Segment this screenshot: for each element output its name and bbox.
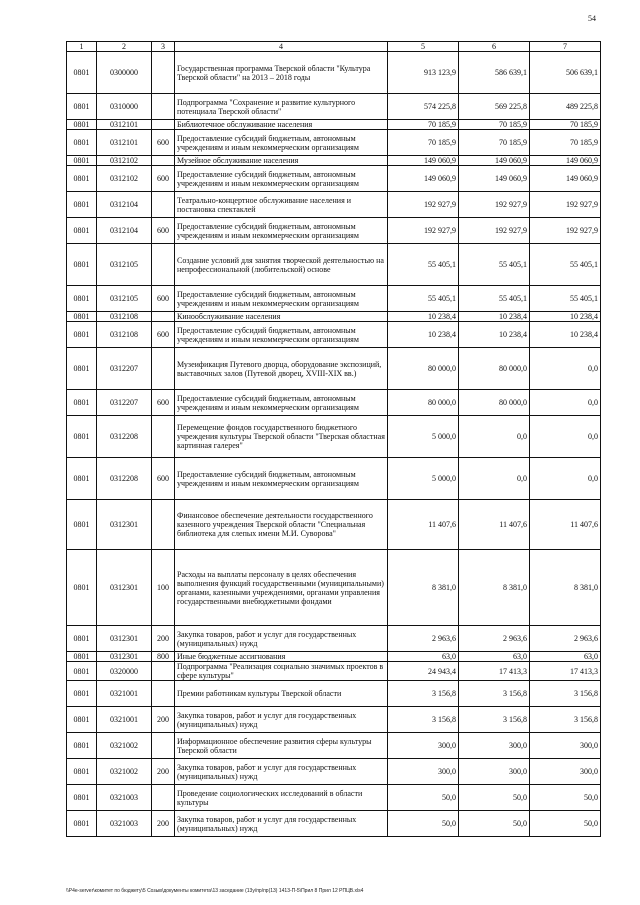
amount-col-7-cell: 17 413,3 (530, 662, 601, 681)
target-article-cell: 0312104 (97, 218, 152, 244)
target-article-cell: 0312208 (97, 416, 152, 458)
target-article-cell: 0321001 (97, 707, 152, 733)
table-row (67, 94, 601, 120)
item-name-cell: Иные бюджетные ассигнования (175, 652, 388, 662)
amount-col-7-cell: 55 405,1 (530, 286, 601, 312)
expense-type-cell: 200 (152, 811, 175, 837)
amount-col-6-cell: 586 639,1 (459, 52, 530, 94)
target-article-cell: 0321002 (97, 759, 152, 785)
expense-type-cell (152, 120, 175, 130)
item-name-cell: Закупка товаров, работ и услуг для государственных (муниципальных) нужд (175, 707, 388, 733)
amount-col-7-cell: 0,0 (530, 348, 601, 390)
item-name-cell: Подпрограмма "Реализация социально значимых проектов в сфере культуры" (175, 662, 388, 681)
table-row (67, 662, 601, 681)
amount-col-5-cell: 55 405,1 (388, 244, 459, 286)
amount-col-5-cell: 8 381,0 (388, 550, 459, 626)
amount-col-6-cell: 80 000,0 (459, 348, 530, 390)
amount-col-5-cell: 574 225,8 (388, 94, 459, 120)
amount-col-5-cell: 913 123,9 (388, 52, 459, 94)
target-article-cell: 0321002 (97, 733, 152, 759)
table-row (67, 652, 601, 662)
footer-file-path: \\P4e-server\комитет по бюджету\5 Созыв\документы комитета\13 заседание (13у/пр/пр(13) 1413-П-5\Прил 8 Прил 12 РПЦВ.xls4 (66, 888, 364, 894)
amount-col-5-cell: 5 000,0 (388, 458, 459, 500)
section-code-cell: 0801 (67, 312, 97, 322)
section-code-cell: 0801 (67, 416, 97, 458)
header-col-1: 1 (67, 42, 97, 52)
expense-type-cell: 800 (152, 652, 175, 662)
table-row (67, 322, 601, 348)
amount-col-5-cell: 192 927,9 (388, 192, 459, 218)
amount-col-7-cell: 70 185,9 (530, 120, 601, 130)
item-name-cell: Государственная программа Тверской области "Культура Тверской области" на 2013 – 2018 годы (175, 52, 388, 94)
header-col-6: 6 (459, 42, 530, 52)
table-row (67, 390, 601, 416)
item-name-cell: Предоставление субсидий бюджетным, автономным учреждениям и иным некоммерческим организациям (175, 166, 388, 192)
item-name-cell: Музеификация Путевого дворца, оборудование экспозиций, выставочных залов (Путевой дворец, XVIII-XIX вв.) (175, 348, 388, 390)
expense-type-cell (152, 416, 175, 458)
expense-type-cell: 600 (152, 458, 175, 500)
item-name-cell: Создание условий для занятия творческой деятельностью на непрофессиональной (любительской) основе (175, 244, 388, 286)
amount-col-7-cell: 0,0 (530, 458, 601, 500)
target-article-cell: 0312102 (97, 156, 152, 166)
amount-col-5-cell: 300,0 (388, 759, 459, 785)
expense-type-cell (152, 500, 175, 550)
table-row (67, 785, 601, 811)
expense-type-cell: 600 (152, 130, 175, 156)
target-article-cell: 0321001 (97, 681, 152, 707)
page-number: 54 (588, 14, 596, 23)
item-name-cell: Библиотечное обслуживание населения (175, 120, 388, 130)
expense-type-cell (152, 785, 175, 811)
table-row (67, 458, 601, 500)
amount-col-6-cell: 17 413,3 (459, 662, 530, 681)
amount-col-7-cell: 55 405,1 (530, 244, 601, 286)
expense-type-cell (152, 244, 175, 286)
amount-col-6-cell: 55 405,1 (459, 244, 530, 286)
amount-col-5-cell: 55 405,1 (388, 286, 459, 312)
target-article-cell: 0320000 (97, 662, 152, 681)
header-col-5: 5 (388, 42, 459, 52)
amount-col-7-cell: 10 238,4 (530, 312, 601, 322)
item-name-cell: Предоставление субсидий бюджетным, автономным учреждениям и иным некоммерческим организациям (175, 130, 388, 156)
target-article-cell: 0312105 (97, 244, 152, 286)
expense-type-cell (152, 662, 175, 681)
amount-col-7-cell: 10 238,4 (530, 322, 601, 348)
table-row (67, 130, 601, 156)
target-article-cell: 0312301 (97, 500, 152, 550)
amount-col-7-cell: 2 963,6 (530, 626, 601, 652)
section-code-cell: 0801 (67, 390, 97, 416)
amount-col-6-cell: 63,0 (459, 652, 530, 662)
target-article-cell: 0312101 (97, 120, 152, 130)
section-code-cell: 0801 (67, 286, 97, 312)
target-article-cell: 0321003 (97, 811, 152, 837)
amount-col-6-cell: 2 963,6 (459, 626, 530, 652)
target-article-cell: 0312101 (97, 130, 152, 156)
amount-col-5-cell: 2 963,6 (388, 626, 459, 652)
section-code-cell: 0801 (67, 120, 97, 130)
amount-col-6-cell: 11 407,6 (459, 500, 530, 550)
amount-col-5-cell: 10 238,4 (388, 322, 459, 348)
section-code-cell: 0801 (67, 156, 97, 166)
expense-type-cell: 600 (152, 166, 175, 192)
amount-col-6-cell: 50,0 (459, 811, 530, 837)
section-code-cell: 0801 (67, 785, 97, 811)
item-name-cell: Предоставление субсидий бюджетным, автономным учреждениям и иным некоммерческим организациям (175, 286, 388, 312)
section-code-cell: 0801 (67, 550, 97, 626)
table-row (67, 500, 601, 550)
expense-type-cell: 200 (152, 707, 175, 733)
item-name-cell: Проведение социологических исследований в области культуры (175, 785, 388, 811)
target-article-cell: 0312301 (97, 626, 152, 652)
target-article-cell: 0312207 (97, 390, 152, 416)
expense-type-cell (152, 312, 175, 322)
amount-col-5-cell: 300,0 (388, 733, 459, 759)
header-col-3: 3 (152, 42, 175, 52)
target-article-cell: 0312105 (97, 286, 152, 312)
item-name-cell: Расходы на выплаты персоналу в целях обеспечения выполнения функций государственными (муниципальными) органами, казенными учреждениями, органами управления государственными внебюджетными фондами (175, 550, 388, 626)
table-row (67, 244, 601, 286)
expense-type-cell (152, 52, 175, 94)
table-row (67, 550, 601, 626)
amount-col-6-cell: 192 927,9 (459, 218, 530, 244)
table-row (67, 156, 601, 166)
amount-col-7-cell: 192 927,9 (530, 192, 601, 218)
table-row (67, 192, 601, 218)
amount-col-7-cell: 0,0 (530, 390, 601, 416)
amount-col-5-cell: 50,0 (388, 785, 459, 811)
amount-col-5-cell: 63,0 (388, 652, 459, 662)
amount-col-5-cell: 3 156,8 (388, 707, 459, 733)
amount-col-7-cell: 50,0 (530, 785, 601, 811)
expense-type-cell (152, 348, 175, 390)
expense-type-cell: 600 (152, 286, 175, 312)
amount-col-6-cell: 300,0 (459, 733, 530, 759)
item-name-cell: Кинообслуживание населения (175, 312, 388, 322)
table-row (67, 759, 601, 785)
budget-table (66, 41, 601, 837)
expense-type-cell (152, 733, 175, 759)
section-code-cell: 0801 (67, 348, 97, 390)
target-article-cell: 0312301 (97, 550, 152, 626)
target-article-cell: 0310000 (97, 94, 152, 120)
amount-col-7-cell: 300,0 (530, 759, 601, 785)
amount-col-5-cell: 70 185,9 (388, 130, 459, 156)
amount-col-5-cell: 192 927,9 (388, 218, 459, 244)
item-name-cell: Закупка товаров, работ и услуг для государственных (муниципальных) нужд (175, 759, 388, 785)
table-row (67, 681, 601, 707)
header-col-2: 2 (97, 42, 152, 52)
amount-col-7-cell: 300,0 (530, 733, 601, 759)
amount-col-6-cell: 10 238,4 (459, 322, 530, 348)
amount-col-6-cell: 192 927,9 (459, 192, 530, 218)
table-row (67, 626, 601, 652)
amount-col-6-cell: 0,0 (459, 458, 530, 500)
target-article-cell: 0312104 (97, 192, 152, 218)
amount-col-6-cell: 149 060,9 (459, 166, 530, 192)
target-article-cell: 0312301 (97, 652, 152, 662)
header-col-4: 4 (175, 42, 388, 52)
amount-col-5-cell: 3 156,8 (388, 681, 459, 707)
section-code-cell: 0801 (67, 322, 97, 348)
section-code-cell: 0801 (67, 218, 97, 244)
amount-col-5-cell: 80 000,0 (388, 348, 459, 390)
amount-col-6-cell: 149 060,9 (459, 156, 530, 166)
section-code-cell: 0801 (67, 130, 97, 156)
table-row (67, 312, 601, 322)
item-name-cell: Финансовое обеспечение деятельности государственного казенного учреждения Тверской области "Специальная библиотека для слепых имени М.И. Суворова" (175, 500, 388, 550)
amount-col-5-cell: 149 060,9 (388, 156, 459, 166)
table-header-row (67, 42, 601, 52)
item-name-cell: Предоставление субсидий бюджетным, автономным учреждениям и иным некоммерческим организациям (175, 322, 388, 348)
amount-col-7-cell: 192 927,9 (530, 218, 601, 244)
section-code-cell: 0801 (67, 662, 97, 681)
item-name-cell: Премии работникам культуры Тверской области (175, 681, 388, 707)
expense-type-cell: 100 (152, 550, 175, 626)
item-name-cell: Театрально-концертное обслуживание населения и постановка спектаклей (175, 192, 388, 218)
amount-col-6-cell: 3 156,8 (459, 707, 530, 733)
expense-type-cell: 600 (152, 322, 175, 348)
amount-col-6-cell: 55 405,1 (459, 286, 530, 312)
expense-type-cell (152, 192, 175, 218)
header-col-7: 7 (530, 42, 601, 52)
section-code-cell: 0801 (67, 166, 97, 192)
amount-col-6-cell: 0,0 (459, 416, 530, 458)
section-code-cell: 0801 (67, 707, 97, 733)
section-code-cell: 0801 (67, 681, 97, 707)
table-row (67, 416, 601, 458)
table-row (67, 166, 601, 192)
table-row (67, 218, 601, 244)
amount-col-6-cell: 50,0 (459, 785, 530, 811)
amount-col-7-cell: 149 060,9 (530, 166, 601, 192)
amount-col-6-cell: 569 225,8 (459, 94, 530, 120)
amount-col-5-cell: 80 000,0 (388, 390, 459, 416)
target-article-cell: 0312207 (97, 348, 152, 390)
amount-col-5-cell: 149 060,9 (388, 166, 459, 192)
amount-col-6-cell: 70 185,9 (459, 120, 530, 130)
item-name-cell: Предоставление субсидий бюджетным, автономным учреждениям и иным некоммерческим организациям (175, 458, 388, 500)
item-name-cell: Предоставление субсидий бюджетным, автономным учреждениям и иным некоммерческим организациям (175, 390, 388, 416)
amount-col-5-cell: 11 407,6 (388, 500, 459, 550)
target-article-cell: 0312102 (97, 166, 152, 192)
amount-col-6-cell: 70 185,9 (459, 130, 530, 156)
section-code-cell: 0801 (67, 733, 97, 759)
section-code-cell: 0801 (67, 244, 97, 286)
table-row (67, 707, 601, 733)
amount-col-5-cell: 10 238,4 (388, 312, 459, 322)
expense-type-cell: 600 (152, 218, 175, 244)
expense-type-cell (152, 156, 175, 166)
amount-col-6-cell: 300,0 (459, 759, 530, 785)
amount-col-6-cell: 80 000,0 (459, 390, 530, 416)
section-code-cell: 0801 (67, 52, 97, 94)
table-row (67, 811, 601, 837)
target-article-cell: 0321003 (97, 785, 152, 811)
table-row (67, 733, 601, 759)
item-name-cell: Информационное обеспечение развития сферы культуры Тверской области (175, 733, 388, 759)
expense-type-cell: 200 (152, 626, 175, 652)
target-article-cell: 0312108 (97, 322, 152, 348)
section-code-cell: 0801 (67, 458, 97, 500)
expense-type-cell (152, 94, 175, 120)
amount-col-5-cell: 5 000,0 (388, 416, 459, 458)
amount-col-7-cell: 50,0 (530, 811, 601, 837)
section-code-cell: 0801 (67, 759, 97, 785)
amount-col-7-cell: 70 185,9 (530, 130, 601, 156)
amount-col-7-cell: 3 156,8 (530, 707, 601, 733)
section-code-cell: 0801 (67, 94, 97, 120)
amount-col-7-cell: 149 060,9 (530, 156, 601, 166)
item-name-cell: Закупка товаров, работ и услуг для государственных (муниципальных) нужд (175, 626, 388, 652)
section-code-cell: 0801 (67, 626, 97, 652)
amount-col-7-cell: 11 407,6 (530, 500, 601, 550)
item-name-cell: Перемещение фондов государственного бюджетного учреждения культуры Тверской области "Тверская областная картинная галерея" (175, 416, 388, 458)
target-article-cell: 0312208 (97, 458, 152, 500)
amount-col-7-cell: 8 381,0 (530, 550, 601, 626)
section-code-cell: 0801 (67, 811, 97, 837)
amount-col-6-cell: 3 156,8 (459, 681, 530, 707)
item-name-cell: Закупка товаров, работ и услуг для государственных (муниципальных) нужд (175, 811, 388, 837)
amount-col-5-cell: 70 185,9 (388, 120, 459, 130)
table-row (67, 52, 601, 94)
table-row (67, 120, 601, 130)
amount-col-6-cell: 10 238,4 (459, 312, 530, 322)
amount-col-6-cell: 8 381,0 (459, 550, 530, 626)
expense-type-cell (152, 681, 175, 707)
item-name-cell: Предоставление субсидий бюджетным, автономным учреждениям и иным некоммерческим организациям (175, 218, 388, 244)
item-name-cell: Музейное обслуживание населения (175, 156, 388, 166)
item-name-cell: Подпрограмма "Сохранение и развитие культурного потенциала Тверской области" (175, 94, 388, 120)
target-article-cell: 0312108 (97, 312, 152, 322)
section-code-cell: 0801 (67, 192, 97, 218)
amount-col-7-cell: 489 225,8 (530, 94, 601, 120)
amount-col-7-cell: 63,0 (530, 652, 601, 662)
table-row (67, 286, 601, 312)
table-row (67, 348, 601, 390)
section-code-cell: 0801 (67, 652, 97, 662)
amount-col-5-cell: 50,0 (388, 811, 459, 837)
section-code-cell: 0801 (67, 500, 97, 550)
expense-type-cell: 200 (152, 759, 175, 785)
amount-col-7-cell: 0,0 (530, 416, 601, 458)
expense-type-cell: 600 (152, 390, 175, 416)
amount-col-7-cell: 506 639,1 (530, 52, 601, 94)
amount-col-5-cell: 24 943,4 (388, 662, 459, 681)
target-article-cell: 0300000 (97, 52, 152, 94)
amount-col-7-cell: 3 156,8 (530, 681, 601, 707)
